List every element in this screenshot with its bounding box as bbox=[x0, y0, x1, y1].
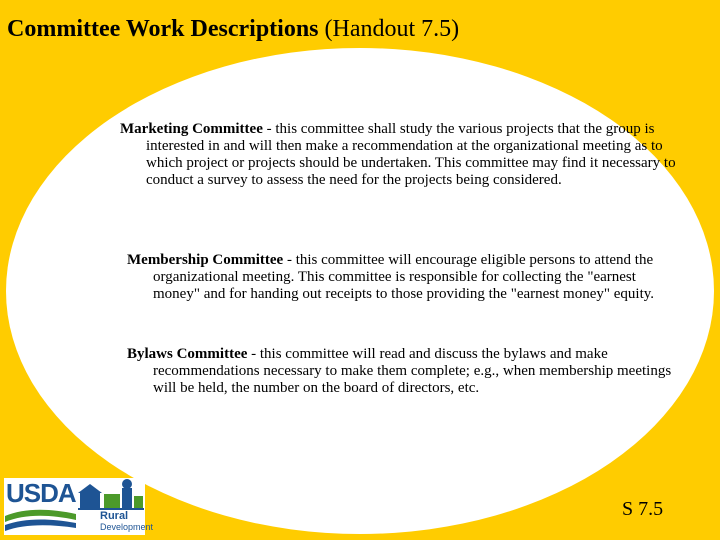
marketing-committee-description bbox=[120, 121, 694, 189]
usda-wordmark: USDA bbox=[6, 478, 76, 508]
committee-name: Membership Committee bbox=[127, 252, 284, 268]
title-main: Committee Work Descriptions bbox=[7, 16, 319, 42]
committee-text: - this committee will encourage eligible persons to attend the organizational meeting. This committee is responsible for collecting the "earnest money" and for handing out receipts to those providing the "earnest money" equity. bbox=[153, 252, 655, 302]
slide-number: S 7.5 bbox=[622, 498, 664, 520]
development-label: Development bbox=[100, 522, 154, 532]
committee-name: Marketing Committee bbox=[120, 121, 263, 137]
committee-text: - this committee will read and discuss the bylaws and make recommendations necessary to make them complete; e.g., when membership meetings will be held, the number on the board of directors, etc. bbox=[153, 346, 672, 396]
membership-committee-description bbox=[127, 252, 673, 303]
bylaws-committee-description bbox=[127, 346, 693, 397]
usda-rural-development-logo bbox=[4, 478, 154, 535]
committee-text: - this committee shall study the various projects that the group is interested in and will then make a recommendation at the organizational meeting as to which project or projects should be undertaken. This committee may find it necessary to conduct a survey to assess the need for the projects being considered. bbox=[146, 121, 676, 188]
title-handout: (Handout 7.5) bbox=[318, 16, 460, 42]
committee-name: Bylaws Committee bbox=[127, 346, 248, 362]
rural-label: Rural bbox=[100, 510, 129, 522]
page-title bbox=[7, 14, 707, 44]
